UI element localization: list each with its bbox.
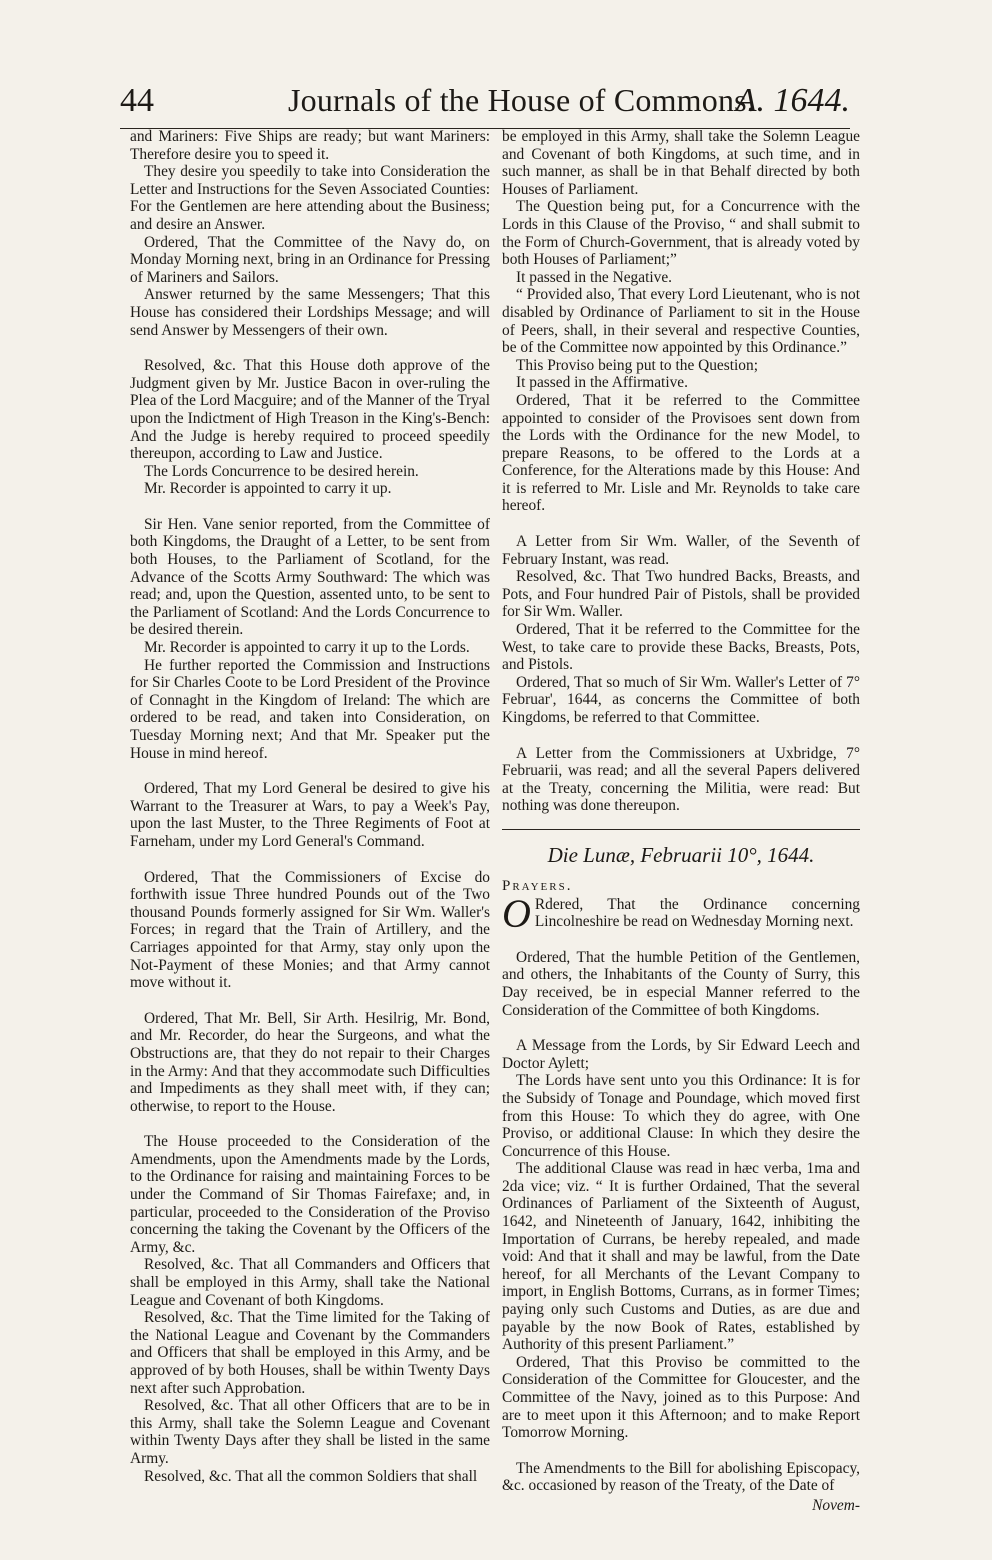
paragraph: Resolved, &c. That all other Officers that are to be in this Army, shall take the Solemn League and Covenant within Twenty Days after they shall be listed in the same Army. bbox=[130, 1397, 490, 1467]
paragraph: A Message from the Lords, by Sir Edward Leech and Doctor Aylett; bbox=[502, 1037, 860, 1072]
paragraph: Sir Hen. Vane senior reported, from the Committee of both Kingdoms, the Draught of a Letter, to be sent from both Houses, to the Parliament of Scotland, for the Advance of the Scotts Army Southward: The which was read; and, upon the Question, assented unto, to be sent to the Parliament of Scotland: And the Lords Concurrence to be desired therein. bbox=[130, 515, 490, 639]
paragraph: The Amendments to the Bill for abolishing Episcopacy, &c. occasioned by reason of the Treaty, of the Date of bbox=[502, 1459, 860, 1495]
running-title: Journals of the House of Commons. bbox=[288, 82, 756, 118]
paragraph: Ordered, That it be referred to the Committee appointed to consider of the Provisoes sent down from the Lords with the Ordinance for the new Model, to prepare Reasons, to be offered to the Lords at a Conference, for the Alterations made by this House: And it is referred to Mr. Lisle and Mr. Reynolds to take care hereof. bbox=[502, 391, 860, 515]
day-heading: Die Lunæ, Februarii 10°, 1644. bbox=[547, 842, 815, 867]
paragraph: It passed in the Negative. bbox=[516, 268, 672, 286]
paragraph: Resolved, &c. That all Commanders and Officers that shall be employed in this Army, shall take the National League and Covenant of both Kingdoms. bbox=[130, 1256, 490, 1309]
left-column bbox=[130, 128, 490, 1485]
paragraph: It passed in the Affirmative. bbox=[516, 374, 688, 392]
paragraph: Ordered, That Mr. Bell, Sir Arth. Hesilrig, Mr. Bond, and Mr. Recorder, do hear the Surgeons, and what the Obstructions are, that they do not repair to their Charges in the Army: And that they accommodate such Difficulties and Impediments as they shall meet with, if they can; otherwise, to report to the House. bbox=[130, 1009, 490, 1115]
prayers-label: Prayers. bbox=[502, 877, 573, 894]
right-column bbox=[502, 128, 860, 1515]
section-rule bbox=[502, 829, 860, 830]
catchword: Novem- bbox=[812, 1496, 860, 1514]
paragraph: The additional Clause was read in hæc verba, 1ma and 2da vice; viz. “ It is further Ordained, That the several Ordinances of Parliament of the Sixteenth of August, 1642, and Nineteenth of January, 1642, inhibiting the Importation of Currans, be hereby repealed, and made void: And that it shall and may be lawful, from the Date hereof, for all Merchants of the Levant Company to import, in English Bottoms, Currans, as in former Times; paying only such Customs and Duties, as are due and payable by the now Book of Rates, established by Authority of this present Parliament.” bbox=[502, 1160, 860, 1354]
paragraph: Mr. Recorder is appointed to carry it up to the Lords. bbox=[144, 639, 470, 657]
paragraph: Ordered, That it be referred to the Committee for the West, to take care to provide these Backs, Breasts, Pots, and Pistols. bbox=[502, 621, 860, 674]
paragraph: be employed in this Army, shall take the Solemn League and Covenant of both Kingdoms, at such time, and in such manner, as shall be in that Behalf directed by both Houses of Parliament. bbox=[502, 128, 860, 198]
paragraph: This Proviso being put to the Question; bbox=[516, 356, 758, 374]
paragraph: The Lords Concurrence to be desired herein. bbox=[144, 462, 419, 480]
paragraph: Ordered, That my Lord General be desired to give his Warrant to the Treasurer at Wars, to pay a Week's Pay, upon the last Muster, to the Three Regiments of Foot at Farneham, under my Lord General's Command. bbox=[130, 780, 490, 850]
paragraph bbox=[502, 890, 860, 936]
paragraph: Mr. Recorder is appointed to carry it up. bbox=[144, 480, 392, 498]
paragraph: and Mariners: Five Ships are ready; but want Mariners: Therefore desire you to speed it. bbox=[130, 128, 490, 163]
drop-cap: O bbox=[502, 890, 531, 936]
paragraph: The Lords have sent unto you this Ordinance: It is for the Subsidy of Tonage and Poundage, which moved first from this House: To which they do agree, with One Proviso, or additional Clause: In which they desire the Concurrence of this House. bbox=[502, 1072, 860, 1160]
paragraph: A Letter from the Commissioners at Uxbridge, 7° Februarii, was read; and all the several Papers delivered at the Treaty, concerning the Militia, were read: But nothing was done thereupon. bbox=[502, 744, 860, 815]
paragraph: Ordered, That the Commissioners of Excise do forthwith issue Three hundred Pounds out of the Two thousand Pounds formerly assigned for Sir Wm. Waller's Forces; in regard that the Train of Artillery, and the Carriages appointed for that Army, stay only upon the Not-Payment of these Monies; and that Army cannot move without it. bbox=[130, 868, 490, 992]
paragraph: Resolved, &c. That this House doth approve of the Judgment given by Mr. Justice Bacon in over-ruling the Plea of the Lord Macguire; and of the Manner of the Tryal upon the Indictment of High Treason in the King's-Bench: And the Judge is hereby required to proceed speedily thereupon, according to Law and Justice. bbox=[130, 357, 490, 463]
paragraph: Resolved, &c. That the Time limited for the Taking of the National League and Covenant by the Commanders and Officers that shall be employed in this Army, and be approved of by both Houses, shall be within Twenty Days next after such Approbation. bbox=[130, 1309, 490, 1397]
paragraph: Resolved, &c. That Two hundred Backs, Breasts, and Pots, and Four hundred Pair of Pistols, shall be provided for Sir Wm. Waller. bbox=[502, 568, 860, 621]
year-label: A. 1644. bbox=[735, 82, 850, 119]
paragraph: Ordered, That so much of Sir Wm. Waller's Letter of 7° Februar', 1644, as concerns the Committee of both Kingdoms, be referred to that Committee. bbox=[502, 673, 860, 726]
paragraph: The House proceeded to the Consideration of the Amendments, upon the Amendments made by the Lords, to the Ordinance for raising and maintaining Forces to be under the Command of Sir Thomas Fairefaxe; and, in particular, proceeded to the Consideration of the Proviso concerning the taking the Covenant by the Officers of the Army, &c. bbox=[130, 1133, 490, 1256]
paragraph: He further reported the Commission and Instructions for Sir Charles Coote to be Lord President of the Province of Connaght in the Kingdom of Ireland: The which are ordered to be read, and taken into Consideration, on Tuesday Morning next; And that Mr. Speaker put the House in mind hereof. bbox=[130, 656, 490, 762]
paragraph: Resolved, &c. That all the common Soldiers that shall bbox=[144, 1467, 478, 1485]
paragraph: The Question being put, for a Concurrence with the Lords in this Clause of the Proviso, “ and shall submit to the Form of Church-Government, that is already voted by both Houses of Parliament;” bbox=[502, 198, 860, 269]
page-header bbox=[120, 72, 850, 129]
paragraph: Ordered, That the humble Petition of the Gentlemen, and others, the Inhabitants of the County of Surry, this Day received, be in especial Manner referred to the Consideration of the Committee of both Kingdoms. bbox=[502, 948, 860, 1019]
paragraph: Answer returned by the same Messengers; That this House has considered their Lordships Message; and will send Answer by Messengers of their own. bbox=[130, 286, 490, 339]
page-number: 44 bbox=[120, 82, 154, 119]
paragraph: Ordered, That this Proviso be committed to the Consideration of the Committee for Gloucester, and the Committee of the Navy, joined as to this Purpose: And are to meet upon it this Afternoon; and to make Report Tomorrow Morning. bbox=[502, 1353, 860, 1442]
paragraph-text: Rdered, That the Ordinance concerning Lincolneshire be read on Wednesday Morning next. bbox=[534, 895, 860, 931]
paragraph: They desire you speedily to take into Consideration the Letter and Instructions for the Seven Associated Counties: For the Gentlemen are here attending about the Business; and desire an Answer. bbox=[130, 163, 490, 233]
paragraph: A Letter from Sir Wm. Waller, of the Seventh of February Instant, was read. bbox=[502, 533, 860, 568]
paragraph: “ Provided also, That every Lord Lieutenant, who is not disabled by Ordinance of Parliament to sit in the House of Peers, shall, in their several and respective Counties, be of the Committee now appointed by this Ordinance.” bbox=[502, 286, 860, 357]
paragraph: Ordered, That the Committee of the Navy do, on Monday Morning next, bring in an Ordinance for Pressing of Mariners and Sailors. bbox=[130, 233, 490, 286]
